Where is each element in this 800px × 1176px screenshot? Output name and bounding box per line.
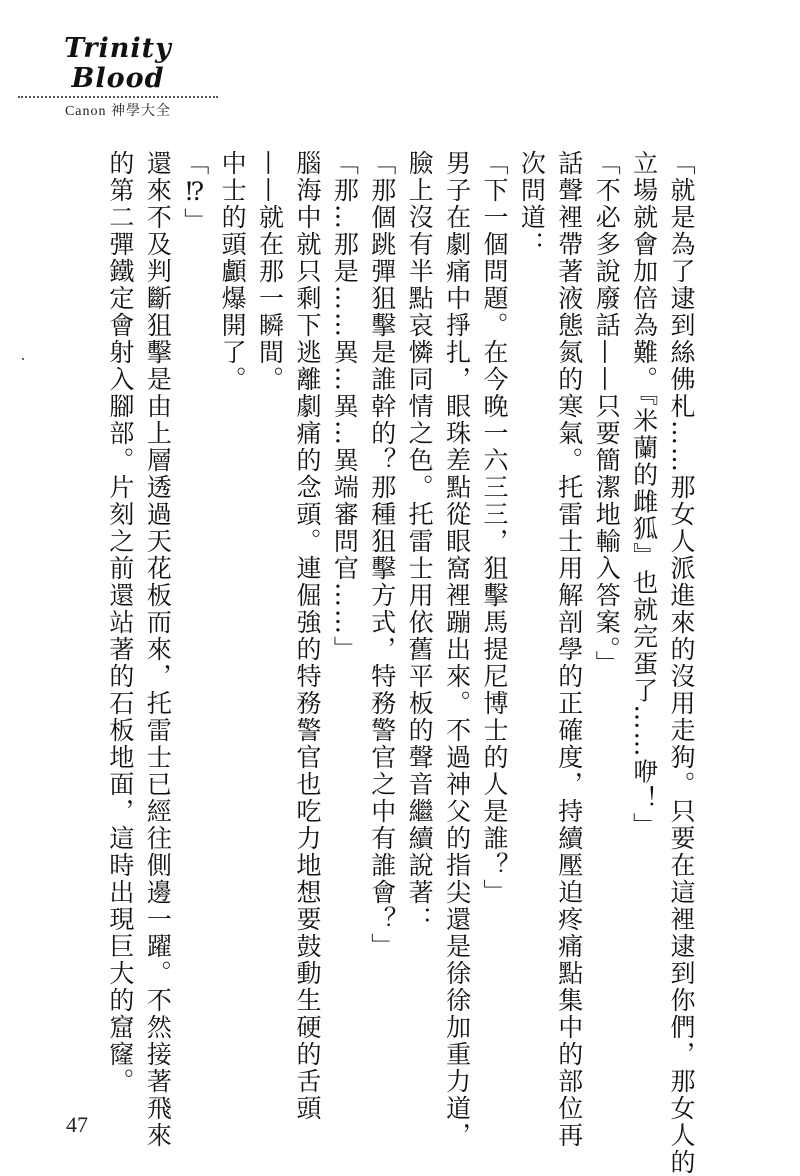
- body-text: [102, 150, 701, 1176]
- text-line: 「那…那是……異…異…異端審問官……」: [330, 150, 360, 663]
- header-divider: [18, 96, 218, 98]
- text-line: 次問道：: [517, 150, 547, 258]
- margin-mark: [22, 358, 24, 360]
- text-line: 「下一個問題。在今晚一六三三，狙擊馬提尼博士的人是誰？」: [479, 150, 509, 906]
- page-number: 47: [66, 1112, 88, 1137]
- text-line: 「不必多說廢話——只要簡潔地輸入答案。」: [592, 150, 622, 678]
- running-header: [18, 34, 218, 120]
- text-line: ——就在那一瞬間。: [255, 150, 285, 393]
- text-line: 腦海中就只剩下逃離劇痛的念頭。連倔強的特務警官也吃力地想要鼓動生硬的舌頭: [292, 150, 322, 1122]
- text-line: 「⁉」: [180, 150, 210, 235]
- text-line: 話聲裡帶著液態氮的寒氣。托雷士用解剖學的正確度，持續壓迫疼痛點集中的部位再: [554, 150, 584, 1149]
- series-logo: Trinity Blood: [64, 33, 172, 94]
- text-line: 中士的頭顱爆開了。: [218, 150, 248, 393]
- book-subtitle: Canon 神學大全: [64, 104, 172, 119]
- text-line: 「那個跳彈狙擊是誰幹的？那種狙擊方式，特務警官之中有誰會？」: [367, 150, 397, 960]
- text-line: 的第二彈鐵定會射入腳部。片刻之前還站著的石板地面，這時出現巨大的窟窿。: [105, 150, 135, 1095]
- text-line: 「就是為了逮到絲佛札……那女人派進來的沒用走狗。只要在這裡逮到你們，那女人的: [667, 150, 696, 1176]
- text-line: 立場就會加倍為難。『米蘭的雌狐』也就完蛋了……咿！」: [629, 150, 659, 840]
- text-line: 男子在劇痛中掙扎，眼珠差點從眼窩裡蹦出來。不過神父的指尖還是徐徐加重力道，: [442, 150, 472, 1149]
- text-line: 臉上沒有半點哀憐同情之色。托雷士用依舊平板的聲音繼續說著：: [405, 150, 435, 933]
- text-line: 還來不及判斷狙擊是由上層透過天花板而來，托雷士已經往側邊一躍。不然接著飛來: [143, 150, 173, 1149]
